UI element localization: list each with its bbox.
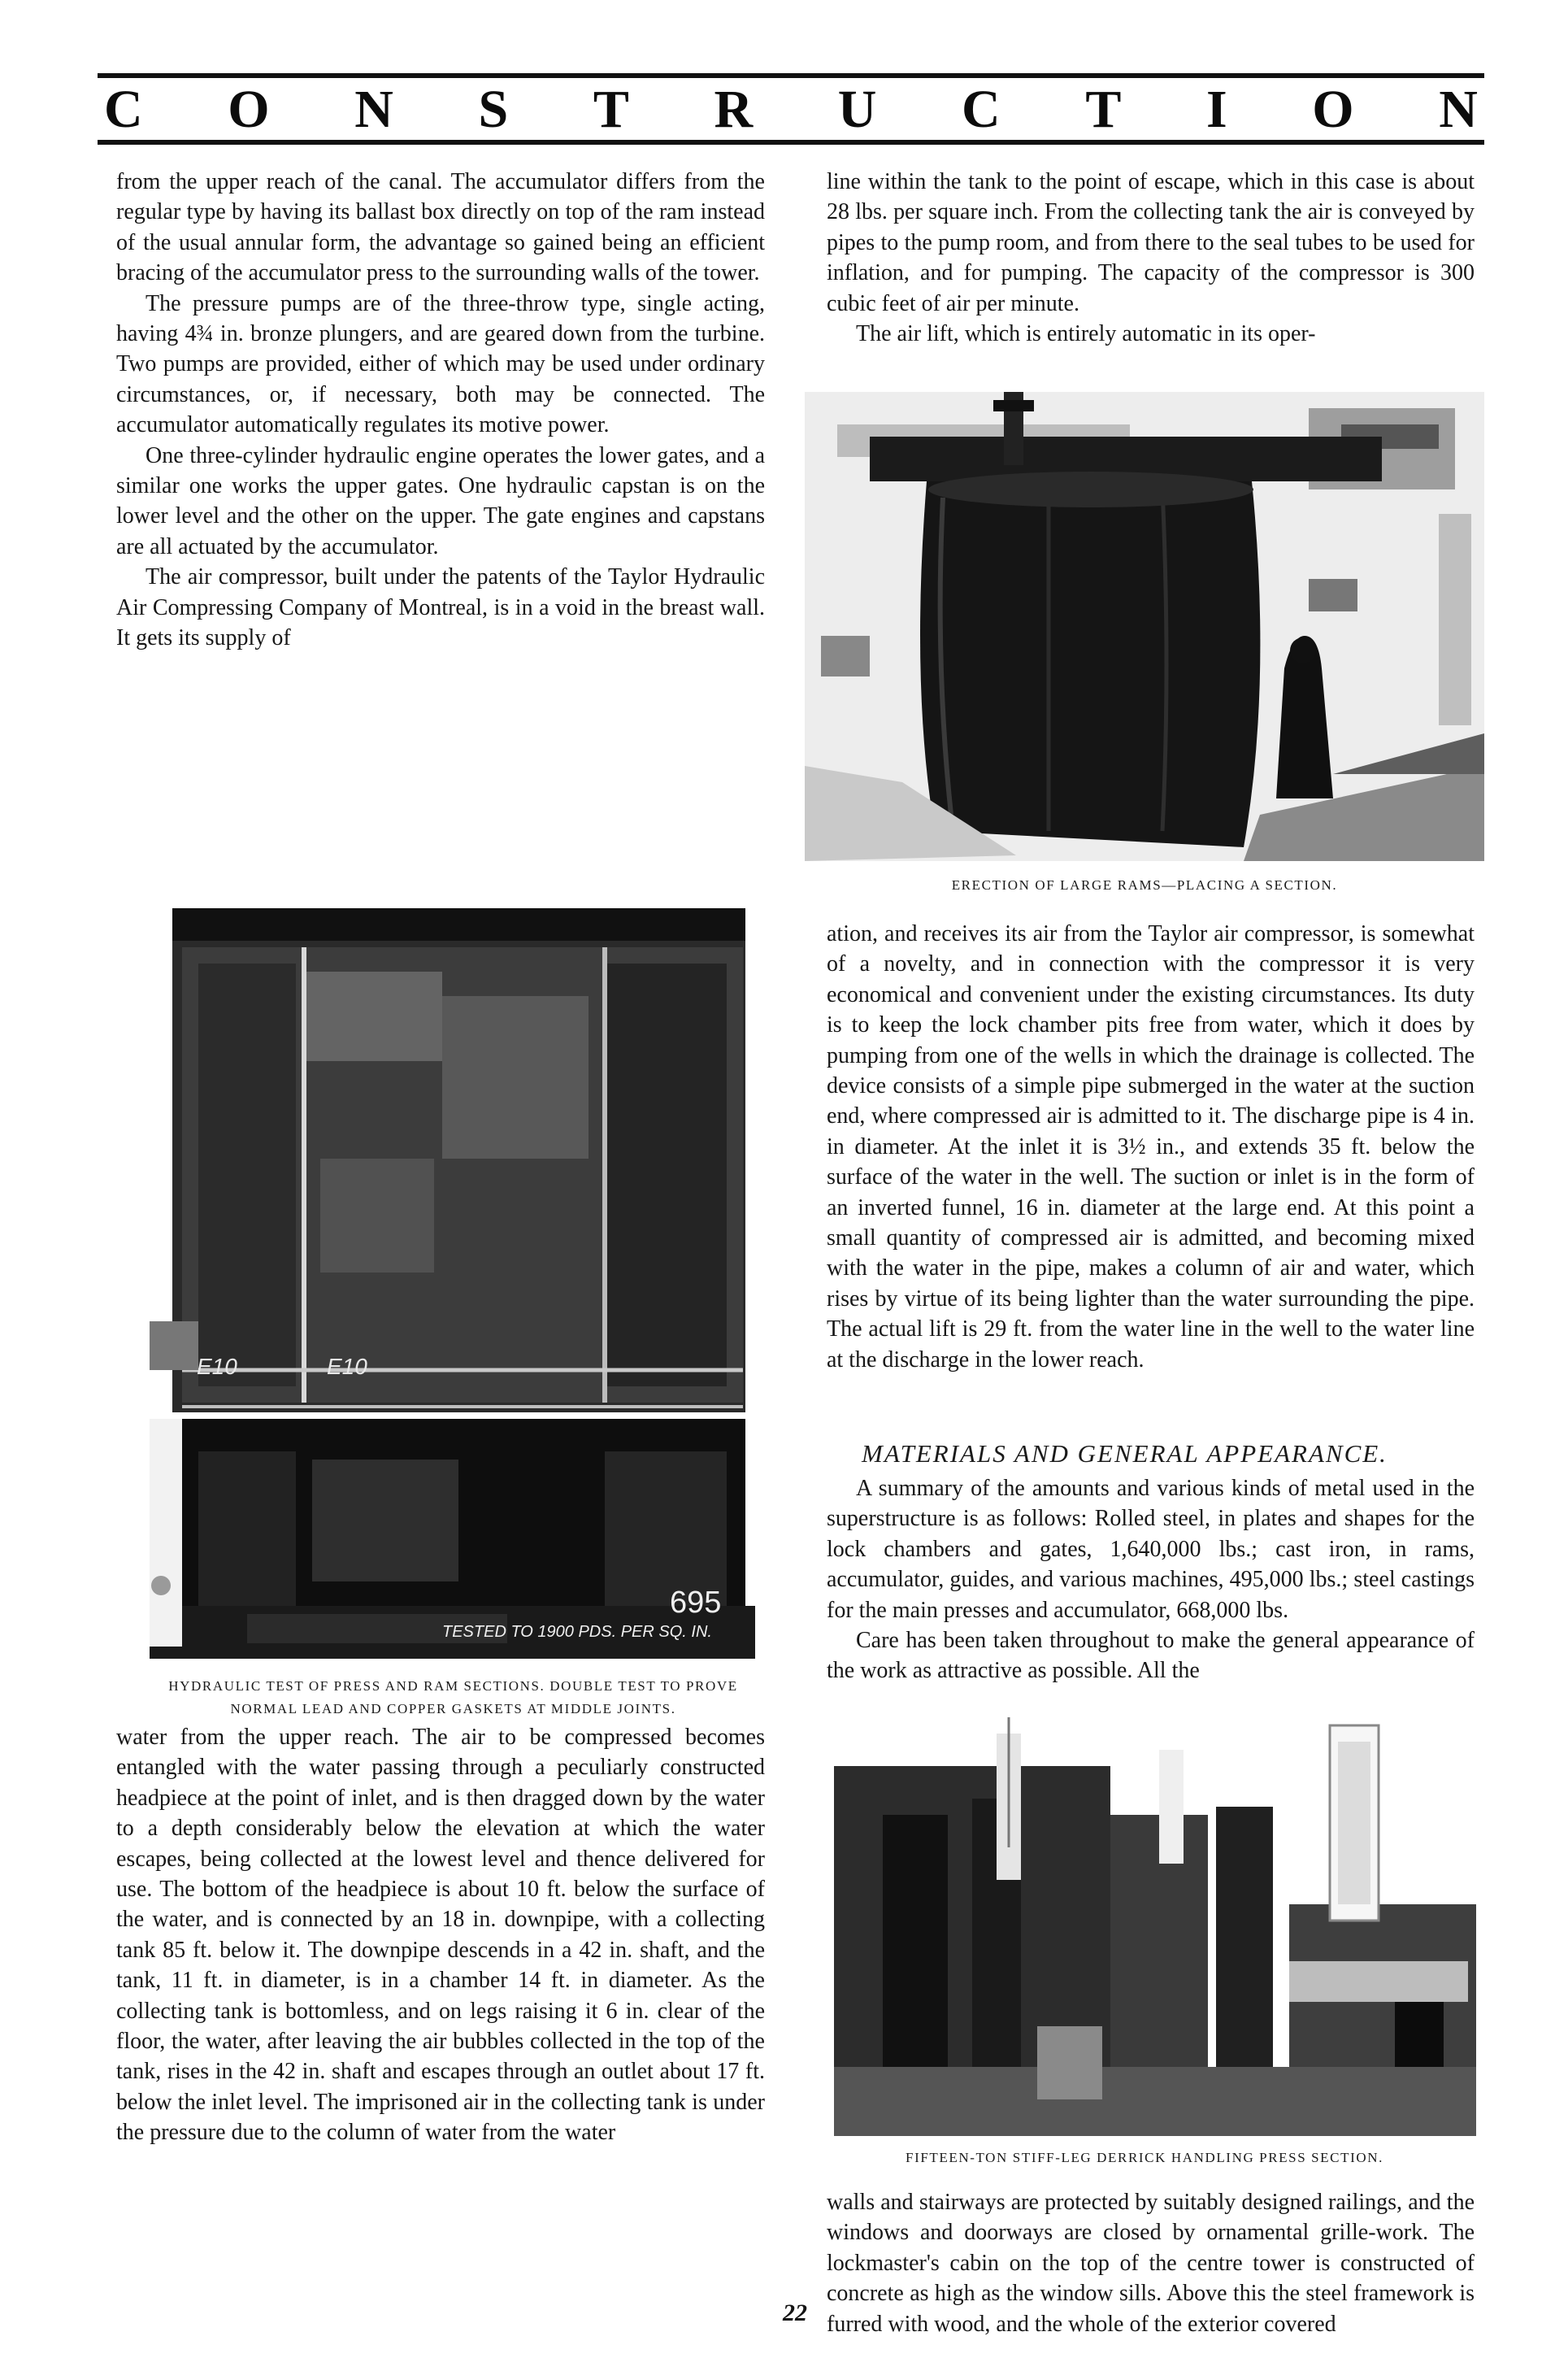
paragraph: A summary of the amounts and various kinds of metal used in the superstructure is as follows: Rolled steel, in plates and shapes for the lock chambers and gates, 1,640,000 lbs.; cast iron, in rams, accumulator, guides, and various machines, 495,000 lbs.; steel castings for the main presses and accumulator, 668,000 lbs. <box>827 1476 1475 1623</box>
left-column-bottom-text <box>116 1722 765 2148</box>
masthead-letter: O <box>228 80 270 139</box>
masthead-letter: N <box>354 80 393 139</box>
rams-photo <box>805 392 1484 861</box>
rams-caption: ERECTION OF LARGE RAMS—PLACING A SECTION. <box>951 877 1338 893</box>
masthead-letter: U <box>837 80 877 139</box>
masthead-letter: R <box>714 80 754 139</box>
right-column-materials-text <box>827 1473 1475 1686</box>
masthead <box>104 80 1478 139</box>
derrick-caption: FIFTEEN-TON STIFF-LEG DERRICK HANDLING PRESS SECTION. <box>906 2150 1383 2165</box>
paragraph: Care has been taken throughout to make the general appearance of the work as attractive as possible. All the <box>827 1628 1475 1684</box>
masthead-letter: I <box>1205 80 1227 139</box>
page-number: 22 <box>783 2299 807 2326</box>
masthead-letter: S <box>478 80 509 139</box>
masthead-letter: O <box>1312 80 1354 139</box>
paragraph: The air compressor, built under the patents of the Taylor Hydraulic Air Compressing Company of Montreal, is in a void in the breast wall. It gets its supply of <box>116 564 765 651</box>
paragraph: line within the tank to the point of escape, which in this case is about 28 lbs. per square inch. From the collecting tank the air is conveyed by pipes to the pump room, and from there to the seal tubes to be used for inflation, and for pumping. The capacity of the compressor is 300 cubic feet of air per minute. <box>827 169 1475 316</box>
masthead-rule-bottom <box>98 140 1484 145</box>
masthead-letter: T <box>593 80 629 139</box>
section-heading: MATERIALS AND GENERAL APPEARANCE. <box>862 1439 1388 1468</box>
masthead-letter: N <box>1439 80 1478 139</box>
paragraph: walls and stairways are protected by suitably designed railings, and the windows and doorways are closed by ornamental grille-work. The lockmaster's cabin on the top of the centre tower is constructed of concrete as high as the window sills. Above this the steel framework is furred with wood, and the whole of the exterior covered <box>827 2190 1475 2337</box>
photo-number: 695 <box>670 1586 722 1620</box>
masthead-letter: C <box>104 80 143 139</box>
paragraph: The pressure pumps are of the three-throw type, single acting, having 4¾ in. bronze plungers, and are geared down from the turbine. Two pumps are provided, either of which may be used under ordinary circumstances, or, if necessary, both may be connected. The accumulator automatically regulates its motive power. <box>116 290 765 438</box>
paragraph: One three-cylinder hydraulic engine operates the lower gates, and a similar one works the upper gates. One hydraulic capstan is on the lower level and the other on the upper. The gate engines and capstans are all actuated by the accumulator. <box>116 442 765 559</box>
paragraph: water from the upper reach. The air to be compressed becomes entangled with the water passing through a peculiarly constructed headpiece at the point of inlet, and is then dragged down by the water to a depth considerably below the elevation at which the water escapes, being collected at the lowest level and thence delivered for use. The bottom of the headpiece is about 10 ft. below the surface of the water, and is connected by an 18 in. downpipe, with a collecting tank 85 ft. below it. The downpipe descends in a 42 in. shaft, and the tank, 11 ft. in diameter, is in a chamber 14 ft. in diameter. As the collecting tank is bottomless, and on legs raising it 6 in. clear of the floor, the water, after leaving the air bubbles collected in the top of the tank, rises in the 42 in. shaft and escapes through an outlet about 17 ft. below the inlet level. The imprisoned air in the collecting tank is under the pressure due to the column of water from the water <box>116 1725 765 2146</box>
right-column-middle-text <box>827 919 1475 1375</box>
paragraph: ation, and receives its air from the Taylor air compressor, is somewhat of a novelty, and in connection with the compressor it is very economical and convenient under the existing circumstances. Its duty is to keep the lock chamber pits free from water, which it does by pumping from one of the wells in which the drainage is collected. The device consists of a simple pipe submerged in the water at the suction end, where compressed air is admitted to it. The discharge pipe is 4 in. in diameter. At the inlet it is 3½ in., and extends 35 ft. below the surface of the water in the well. The suction or inlet is in the form of an inverted funnel, 16 in. diameter at the large end. At this point a small quantity of compressed air is admitted, and becoming mixed with the water in the pipe, makes a column of air and water, which rises by virtue of its being lighter than the water surrounding the pipe. The actual lift is 29 ft. from the water line in the well to the water line at the discharge in the lower reach. <box>827 921 1475 1373</box>
photo-test-label: TESTED TO 1900 PDS. PER SQ. IN. <box>442 1623 712 1641</box>
right-column-top-text <box>827 167 1475 349</box>
hydraulic-caption: HYDRAULIC TEST OF PRESS AND RAM SECTIONS. DOUBLE TEST TO PROVE NORMAL LEAD AND COPPER GASKETS AT MIDDLE JOINTS. <box>168 1678 738 1716</box>
masthead-rule-top <box>98 73 1484 78</box>
derrick-photo <box>834 1717 1476 2136</box>
left-column-top-text <box>116 167 765 654</box>
paragraph: The air lift, which is entirely automatic in its oper- <box>856 321 1316 347</box>
photo-mark-e10-a: E10 <box>197 1354 237 1379</box>
paragraph: from the upper reach of the canal. The accumulator differs from the regular type by having its ballast box directly on top of the ram instead of the usual annular form, the advantage so gained being an efficient bracing of the accumulator press to the surrounding walls of the tower. <box>116 169 765 286</box>
masthead-letter: C <box>962 80 1001 139</box>
masthead-letter: T <box>1085 80 1122 139</box>
photo-mark-e10-b: E10 <box>327 1354 367 1379</box>
hydraulic-test-photo <box>150 898 755 1659</box>
right-column-bottom-text <box>827 2187 1475 2339</box>
